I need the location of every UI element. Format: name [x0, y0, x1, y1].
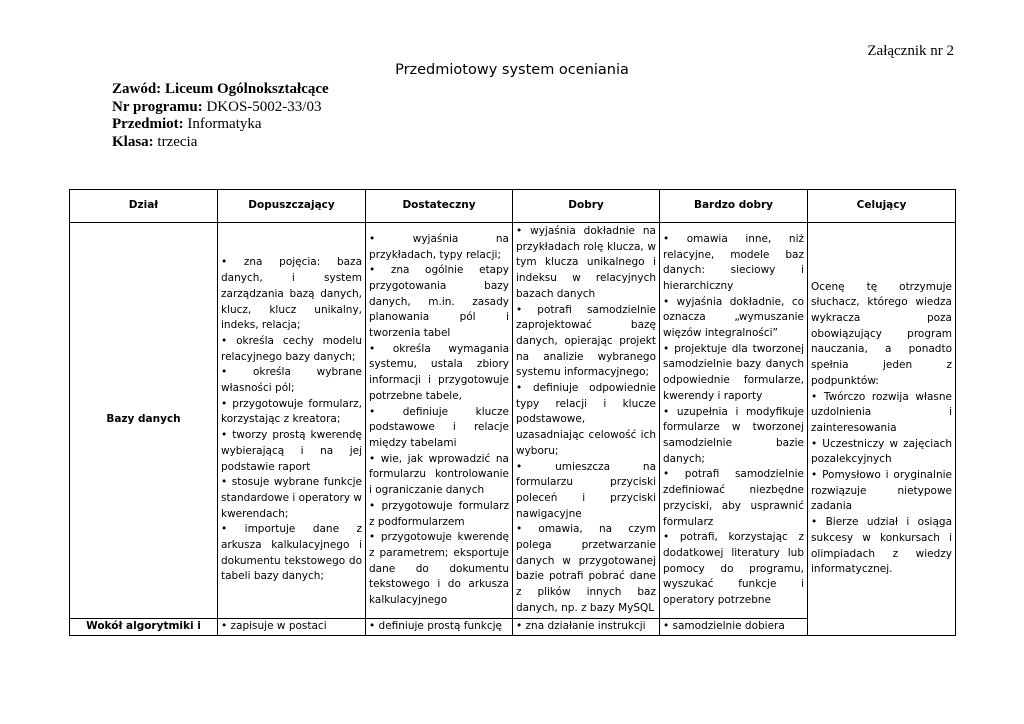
table-header-row	[70, 190, 956, 223]
criteria-cell	[218, 223, 366, 619]
criteria-item: • projektuje dla tworzonej samodzielnie bazy danych odpowiednie formularze, kwerendy i raporty	[663, 342, 804, 405]
celujacy-item: • Uczestniczy w zajęciach pozalekcyjnych	[811, 437, 952, 468]
criteria-item: • przygotowuje kwerendę z parametrem; eksportuje dane do dokumentu tekstowego i do arkusza kalkulacyjnego	[369, 530, 509, 609]
section-name: Bazy danych	[70, 223, 218, 619]
criteria-item: • umieszcza na formularzu przyciski poleceń i przyciski nawigacyjne	[516, 460, 656, 523]
meta-line-subject	[112, 116, 329, 134]
celujacy-item: • Bierze udział i osiąga sukcesy w konkursach i olimpiadach z wiedzy informatycznej.	[811, 515, 952, 578]
celujacy-item: • Pomysłowo i oryginalnie rozwiązuje nietypowe zadania	[811, 468, 952, 515]
meta-label: Nr programu:	[112, 98, 203, 115]
section-name: Wokół algorytmiki i	[70, 618, 218, 635]
criteria-item: • definiuje klucze podstawowe i relacje między tabelami	[369, 405, 509, 452]
criteria-item: • uzupełnia i modyfikuje formularze w tworzonej samodzielnie bazie danych;	[663, 405, 804, 468]
document-meta	[112, 81, 329, 151]
attachment-number: Załącznik nr 2	[867, 43, 954, 59]
meta-value: trzecia	[153, 133, 198, 150]
meta-label: Klasa:	[112, 133, 154, 150]
criteria-item: • stosuje wybrane funkcje standardowe i operatory w kwerendach;	[221, 475, 362, 522]
table-row	[70, 223, 956, 619]
column-header: Dopuszczający	[218, 190, 366, 223]
criteria-cell	[218, 618, 366, 635]
criteria-cell	[660, 223, 808, 619]
criteria-item: • określa wymagania systemu, ustala zbiory informacji i przygotowuje potrzebne tabele,	[369, 342, 509, 405]
criteria-item: • określa cechy modelu relacyjnego bazy danych;	[221, 334, 362, 365]
criteria-item: • określa wybrane własności pól;	[221, 365, 362, 396]
criteria-item: • potrafi samodzielnie zaprojektować bazę danych, opierając projekt na analizie wybranego systemu informacyjnego;	[516, 303, 656, 382]
criteria-item: • tworzy prostą kwerendę wybierającą i na jej podstawie raport	[221, 428, 362, 475]
column-header: Bardzo dobry	[660, 190, 808, 223]
column-header: Dział	[70, 190, 218, 223]
grading-table	[69, 189, 956, 636]
criteria-item: • zapisuje w postaci	[221, 620, 327, 632]
meta-value: DKOS-5002-33/03	[202, 98, 322, 115]
meta-label: Zawód:	[112, 81, 162, 97]
criteria-item: • wyjaśnia na przykładach, typy relacji;	[369, 232, 509, 263]
criteria-item: • wie, jak wprowadzić na formularzu kontrolowanie i ograniczanie danych	[369, 452, 509, 499]
criteria-item: • importuje dane z arkusza kalkulacyjnego i dokumentu tekstowego do tabeli bazy danych;	[221, 522, 362, 585]
criteria-cell	[366, 223, 513, 619]
celujacy-intro: Ocenę tę otrzymuje słuchacz, którego wiedza wykracza poza obowiązujący program nauczania, a ponadto spełnia jeden z podpunktów:	[811, 280, 952, 387]
meta-line-profession	[112, 81, 329, 99]
criteria-item: • zna działanie instrukcji	[516, 620, 646, 632]
criteria-cell	[513, 223, 660, 619]
criteria-item: • definiuje prostą funkcję	[369, 620, 502, 632]
criteria-cell	[513, 618, 660, 635]
criteria-item: • omawia inne, niż relacyjne, modele baz danych: sieciowy i hierarchiczny	[663, 232, 804, 295]
criteria-item: • zna ogólnie etapy przygotowania bazy danych, m.in. zasady planowania pól i tworzenia tabel	[369, 263, 509, 342]
criteria-cell	[366, 618, 513, 635]
criteria-item: • przygotowuje formularz z podformularzem	[369, 499, 509, 530]
column-header: Dobry	[513, 190, 660, 223]
meta-value: Informatyka	[183, 116, 262, 132]
column-header: Dostateczny	[366, 190, 513, 223]
criteria-item: • samodzielnie dobiera	[663, 620, 785, 632]
criteria-item: • przygotowuje formularz, korzystając z kreatora;	[221, 397, 362, 428]
meta-line-program	[112, 99, 329, 117]
criteria-item: • potrafi samodzielnie zdefiniować niezbędne przyciski, aby usprawnić formularz	[663, 467, 804, 530]
criteria-item: • potrafi, korzystając z dodatkowej literatury lub pomocy do programu, wyszukać funkcje i operatory potrzebne	[663, 530, 804, 609]
meta-label: Przedmiot:	[112, 116, 184, 132]
criteria-cell	[660, 618, 808, 635]
criteria-item: • wyjaśnia dokładnie, co oznacza „wymuszanie więzów integralności”	[663, 295, 804, 342]
column-header: Celujący	[808, 190, 956, 223]
criteria-item: • omawia, na czym polega przetwarzanie danych w przygotowanej bazie potrafi pobrać dane z plików innych baz danych, np. z bazy MySQL	[516, 522, 656, 616]
celujacy-item: • Twórczo rozwija własne uzdolnienia i zainteresowania	[811, 390, 952, 437]
page-title: Przedmiotowy system oceniania	[395, 62, 629, 78]
criteria-item: • definiuje odpowiednie typy relacji i klucze podstawowe, uzasadniając celowość ich wyboru;	[516, 381, 656, 460]
celujacy-cell	[808, 223, 956, 636]
meta-line-class	[112, 134, 329, 152]
meta-value: Liceum Ogólnokształcące	[161, 81, 329, 97]
criteria-item: • wyjaśnia dokładnie na przykładach rolę klucza, w tym klucza unikalnego i indeksu w relacyjnych bazach danych	[516, 224, 656, 303]
criteria-item: • zna pojęcia: baza danych, i system zarządzania bazą danych, klucz, klucz unikalny, indeks, relacja;	[221, 255, 362, 334]
